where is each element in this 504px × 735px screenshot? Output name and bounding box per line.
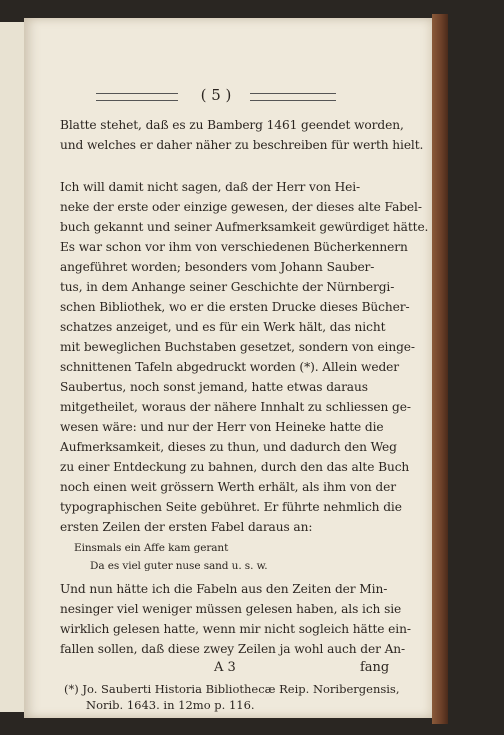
text-line: schatzes anzeiget, und es für ein Werk hält, das nicht [60,320,386,334]
text-line: noch einen weit grössern Werth erhält, als ihm von der [60,480,396,494]
facing-page-edge [0,22,25,712]
book-page [24,18,432,718]
signature-mark: A 3 [214,660,236,675]
text-line: Saubertus, noch sonst jemand, hatte etwas daraus [60,380,368,394]
footnote-line: Norib. 1643. in 12mo p. 116. [86,698,255,712]
footnote-line: (*) Jo. Sauberti Historia Bibliothecæ Reip. Noribergensis, [64,682,400,696]
text-line: Und nun hätte ich die Fabeln aus den Zeiten der Min- [60,582,388,596]
quoted-verse-line: Da es viel guter nuse sand u. s. w. [90,560,268,572]
page-header [24,86,432,106]
text-line: fallen sollen, daß diese zwey Zeilen ja wohl auch der An- [60,642,406,656]
page-number: ( 5 ) [200,86,232,104]
text-line: schnittenen Tafeln abgedruckt worden (*). Allein weder [60,360,400,374]
text-line: nesinger viel weniger müssen gelesen haben, als ich sie [60,602,402,616]
text-line: Aufmerksamkeit, dieses zu thun, und dadurch den Weg [60,440,397,454]
text-line: typographischen Seite gebühret. Er führte nehmlich die [60,500,402,514]
text-line: mitgetheilet, woraus der nähere Innhalt zu schliessen ge- [60,400,411,414]
catchword: fang [360,660,390,675]
text-line: buch gekannt und seiner Aufmerksamkeit gewürdiget hätte. [60,220,429,234]
text-line: angeführet worden; besonders vom Johann Sauber- [60,260,375,274]
text-line: tus, in dem Anhange seiner Geschichte der Nürnbergi- [60,280,395,294]
text-line: und welches er daher näher zu beschreiben für werth hielt. [60,138,424,152]
text-line: Es war schon vor ihm von verschiedenen Bücherkennern [60,240,408,254]
text-line: ersten Zeilen der ersten Fabel daraus an: [60,520,313,534]
header-rule-right [250,93,336,101]
text-line: wesen wäre: und nur der Herr von Heineke hatte die [60,420,384,434]
text-line: wirklich gelesen hatte, wenn mir nicht sogleich hätte ein- [60,622,411,636]
text-line: zu einer Entdeckung zu bahnen, durch den das alte Buch [60,460,410,474]
text-line: Ich will damit nicht sagen, daß der Herr von Hei- [60,180,361,194]
header-rule-left [96,93,178,101]
text-line: Blatte stehet, daß es zu Bamberg 1461 geendet worden, [60,118,404,132]
book-cover-edge [432,14,448,724]
text-line: schen Bibliothek, wo er die ersten Drucke dieses Bücher- [60,300,410,314]
text-line: mit beweglichen Buchstaben gesetzet, sondern von einge- [60,340,415,354]
quoted-verse-line: Einsmals ein Affe kam gerant [74,542,229,554]
text-line: neke der erste oder einzige gewesen, der dieses alte Fabel- [60,200,422,214]
